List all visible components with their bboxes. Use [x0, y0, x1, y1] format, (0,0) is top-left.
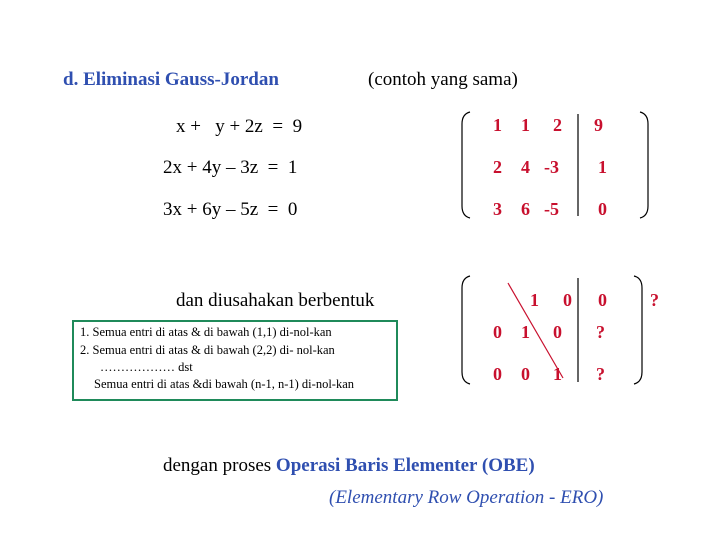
matrix1-right-bracket [640, 112, 648, 218]
process-translation: (Elementary Row Operation - ERO) [329, 487, 604, 508]
matrix2-cell: 0 [521, 364, 530, 384]
matrix2-rhs: ? [596, 322, 605, 342]
matrix1-cell: 4 [521, 157, 530, 177]
matrix1-cell: 2 [553, 115, 562, 135]
matrix1-cell: 3 [493, 199, 502, 219]
note-item-dst: ……………… dst [100, 360, 193, 374]
matrix1-cell: -5 [544, 199, 559, 219]
matrix2-cell: 0 [493, 322, 502, 342]
equation-1: x + y + 2z = 9 [176, 116, 303, 137]
notes-box [72, 320, 398, 401]
matrix2-cell: 0 [493, 364, 502, 384]
section-aside: (contoh yang sama) [368, 69, 518, 90]
matrix1-cell: -3 [544, 157, 559, 177]
process-line [163, 455, 535, 477]
equation-3: 3x + 6y – 5z = 0 [163, 199, 298, 220]
matrix2-left-bracket [462, 276, 470, 384]
note-item-3: Semua entri di atas &di bawah (n-1, n-1) di-nol-kan [94, 377, 354, 391]
matrix2-cell: 0 [553, 322, 562, 342]
matrix2-rhs: ? [596, 364, 605, 384]
form-label: dan diusahakan berbentuk [176, 290, 375, 311]
matrix1-cell: 1 [493, 115, 502, 135]
matrix2-right-bracket [634, 276, 642, 384]
matrix2-cell: 1 [553, 364, 562, 384]
section-title: Eliminasi Gauss-Jordan [83, 69, 279, 90]
process-term: Operasi Baris Elementer (OBE) [275, 455, 535, 476]
matrix1-cell: 6 [521, 199, 530, 219]
matrix1-rhs: 1 [598, 157, 607, 177]
matrix2-rhs: ? [650, 290, 659, 310]
matrix2-cell: 1 [521, 322, 530, 342]
matrix2-cell: 0 [563, 290, 572, 310]
process-prefix: dengan proses [163, 455, 272, 476]
matrix1-cell: 2 [493, 157, 502, 177]
matrix1-cell: 1 [521, 115, 530, 135]
matrix2-cell: 0 [598, 290, 607, 310]
equation-2: 2x + 4y – 3z = 1 [163, 157, 298, 178]
matrix1-left-bracket [462, 112, 470, 218]
note-item-1: 1. Semua entri di atas & di bawah (1,1) di-nol-kan [80, 325, 332, 339]
matrix2-cell: 1 [530, 290, 539, 310]
section-letter: d. [63, 69, 79, 90]
matrix1-rhs: 9 [594, 115, 603, 135]
note-item-2: 2. Semua entri di atas & di bawah (2,2) di- nol-kan [80, 343, 335, 357]
matrix1-rhs: 0 [598, 199, 607, 219]
